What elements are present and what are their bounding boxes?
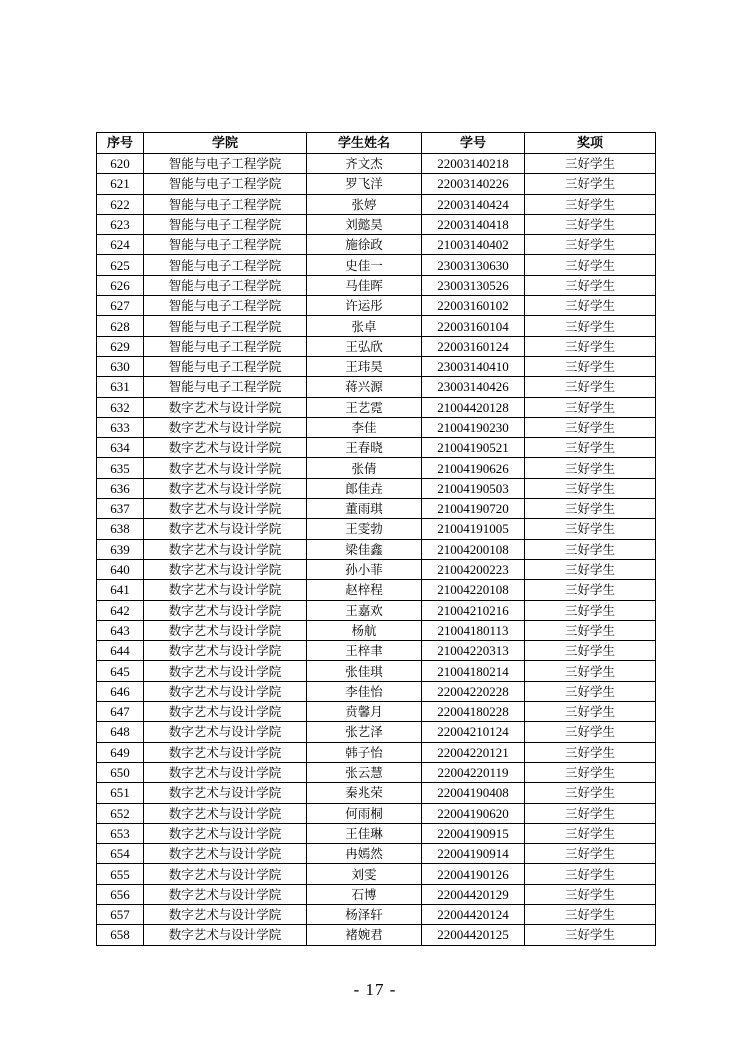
student-name-cell: 许运彤 — [307, 296, 422, 316]
student-name-cell: 王佳琳 — [307, 823, 422, 843]
serial-number-cell: 638 — [97, 519, 144, 539]
student-id-cell: 21004220313 — [422, 641, 525, 661]
college-cell: 数字艺术与设计学院 — [144, 478, 307, 498]
table-row — [97, 194, 656, 214]
table-row — [97, 397, 656, 417]
college-cell: 智能与电子工程学院 — [144, 296, 307, 316]
student-name-cell: 张婷 — [307, 194, 422, 214]
college-cell: 智能与电子工程学院 — [144, 377, 307, 397]
award-cell: 三好学生 — [525, 702, 656, 722]
student-id-cell: 21004180113 — [422, 620, 525, 640]
award-cell: 三好学生 — [525, 235, 656, 255]
college-cell: 智能与电子工程学院 — [144, 174, 307, 194]
student-name-cell: 冉嫣然 — [307, 844, 422, 864]
student-id-cell: 21004190626 — [422, 458, 525, 478]
award-cell: 三好学生 — [525, 214, 656, 234]
serial-number-cell: 649 — [97, 742, 144, 762]
student-name-cell: 齐文杰 — [307, 154, 422, 174]
student-name-cell: 韩子怡 — [307, 742, 422, 762]
student-name-cell: 李佳 — [307, 417, 422, 437]
table-row — [97, 336, 656, 356]
college-cell: 数字艺术与设计学院 — [144, 722, 307, 742]
award-cell: 三好学生 — [525, 174, 656, 194]
student-name-cell: 王雯勃 — [307, 519, 422, 539]
student-name-cell: 张卓 — [307, 316, 422, 336]
award-cell: 三好学生 — [525, 296, 656, 316]
serial-number-cell: 650 — [97, 762, 144, 782]
serial-number-cell: 620 — [97, 154, 144, 174]
award-cell: 三好学生 — [525, 742, 656, 762]
serial-number-cell: 655 — [97, 864, 144, 884]
student-name-cell: 张艺泽 — [307, 722, 422, 742]
award-cell: 三好学生 — [525, 194, 656, 214]
college-cell: 数字艺术与设计学院 — [144, 458, 307, 478]
college-cell: 数字艺术与设计学院 — [144, 397, 307, 417]
student-name-cell: 杨航 — [307, 620, 422, 640]
serial-number-cell: 628 — [97, 316, 144, 336]
award-cell: 三好学生 — [525, 580, 656, 600]
student-name-cell: 刘懿昊 — [307, 214, 422, 234]
student-name-cell: 何雨桐 — [307, 803, 422, 823]
student-id-cell: 22004190620 — [422, 803, 525, 823]
college-cell: 智能与电子工程学院 — [144, 194, 307, 214]
table-row — [97, 925, 656, 945]
table-row — [97, 316, 656, 336]
serial-number-cell: 640 — [97, 559, 144, 579]
student-id-cell: 22004190126 — [422, 864, 525, 884]
student-name-cell: 李佳怡 — [307, 681, 422, 701]
student-id-cell: 22003140218 — [422, 154, 525, 174]
student-id-cell: 23003140426 — [422, 377, 525, 397]
award-cell: 三好学生 — [525, 377, 656, 397]
header-serial-number: 序号 — [97, 133, 144, 154]
student-id-cell: 22003140424 — [422, 194, 525, 214]
award-cell: 三好学生 — [525, 417, 656, 437]
college-cell: 智能与电子工程学院 — [144, 154, 307, 174]
student-id-cell: 22004220121 — [422, 742, 525, 762]
serial-number-cell: 626 — [97, 275, 144, 295]
table-row — [97, 377, 656, 397]
award-cell: 三好学生 — [525, 722, 656, 742]
college-cell: 智能与电子工程学院 — [144, 255, 307, 275]
student-name-cell: 石博 — [307, 884, 422, 904]
student-name-cell: 秦兆荣 — [307, 783, 422, 803]
student-id-cell: 21004200108 — [422, 539, 525, 559]
serial-number-cell: 627 — [97, 296, 144, 316]
college-cell: 数字艺术与设计学院 — [144, 661, 307, 681]
student-name-cell: 王玮昊 — [307, 356, 422, 376]
student-name-cell: 史佳一 — [307, 255, 422, 275]
college-cell: 智能与电子工程学院 — [144, 275, 307, 295]
award-cell: 三好学生 — [525, 316, 656, 336]
serial-number-cell: 644 — [97, 641, 144, 661]
table-body — [97, 154, 656, 946]
table-row — [97, 174, 656, 194]
award-cell: 三好学生 — [525, 356, 656, 376]
student-id-cell: 23003130526 — [422, 275, 525, 295]
table-header — [97, 133, 656, 154]
student-id-cell: 21004210216 — [422, 600, 525, 620]
serial-number-cell: 657 — [97, 904, 144, 924]
table-row — [97, 722, 656, 742]
student-id-cell: 23003130630 — [422, 255, 525, 275]
college-cell: 数字艺术与设计学院 — [144, 844, 307, 864]
serial-number-cell: 653 — [97, 823, 144, 843]
college-cell: 数字艺术与设计学院 — [144, 620, 307, 640]
award-cell: 三好学生 — [525, 904, 656, 924]
award-cell: 三好学生 — [525, 681, 656, 701]
serial-number-cell: 643 — [97, 620, 144, 640]
table-row — [97, 702, 656, 722]
college-cell: 数字艺术与设计学院 — [144, 417, 307, 437]
student-id-cell: 22003160124 — [422, 336, 525, 356]
serial-number-cell: 648 — [97, 722, 144, 742]
serial-number-cell: 635 — [97, 458, 144, 478]
student-id-cell: 21004200223 — [422, 559, 525, 579]
table-row — [97, 539, 656, 559]
student-id-cell: 21004420128 — [422, 397, 525, 417]
table-row — [97, 458, 656, 478]
table-row — [97, 478, 656, 498]
serial-number-cell: 621 — [97, 174, 144, 194]
table-row — [97, 296, 656, 316]
student-id-cell: 21004180214 — [422, 661, 525, 681]
student-name-cell: 王春晓 — [307, 438, 422, 458]
serial-number-cell: 658 — [97, 925, 144, 945]
header-student-name: 学生姓名 — [307, 133, 422, 154]
serial-number-cell: 656 — [97, 884, 144, 904]
table-row — [97, 417, 656, 437]
student-id-cell: 22003160102 — [422, 296, 525, 316]
award-cell: 三好学生 — [525, 478, 656, 498]
student-name-cell: 王嘉欢 — [307, 600, 422, 620]
table-row — [97, 661, 656, 681]
table-row — [97, 499, 656, 519]
college-cell: 数字艺术与设计学院 — [144, 884, 307, 904]
serial-number-cell: 632 — [97, 397, 144, 417]
table-row — [97, 783, 656, 803]
student-name-cell: 赵梓程 — [307, 580, 422, 600]
student-id-cell: 21003140402 — [422, 235, 525, 255]
table-row — [97, 559, 656, 579]
award-cell: 三好学生 — [525, 539, 656, 559]
student-name-cell: 罗飞洋 — [307, 174, 422, 194]
award-cell: 三好学生 — [525, 255, 656, 275]
award-cell: 三好学生 — [525, 499, 656, 519]
table-row — [97, 762, 656, 782]
award-cell: 三好学生 — [525, 762, 656, 782]
college-cell: 数字艺术与设计学院 — [144, 702, 307, 722]
student-id-cell: 21004191005 — [422, 519, 525, 539]
college-cell: 数字艺术与设计学院 — [144, 580, 307, 600]
student-name-cell: 褚婉君 — [307, 925, 422, 945]
award-cell: 三好学生 — [525, 641, 656, 661]
college-cell: 智能与电子工程学院 — [144, 336, 307, 356]
serial-number-cell: 654 — [97, 844, 144, 864]
table-row — [97, 884, 656, 904]
student-id-cell: 22004190408 — [422, 783, 525, 803]
college-cell: 数字艺术与设计学院 — [144, 783, 307, 803]
college-cell: 数字艺术与设计学院 — [144, 823, 307, 843]
page-number: - 17 - — [353, 980, 397, 999]
award-cell: 三好学生 — [525, 803, 656, 823]
student-name-cell: 张佳琪 — [307, 661, 422, 681]
student-name-cell: 刘雯 — [307, 864, 422, 884]
award-cell: 三好学生 — [525, 154, 656, 174]
serial-number-cell: 639 — [97, 539, 144, 559]
serial-number-cell: 631 — [97, 377, 144, 397]
student-id-cell: 21004190230 — [422, 417, 525, 437]
student-id-cell: 22003160104 — [422, 316, 525, 336]
college-cell: 数字艺术与设计学院 — [144, 803, 307, 823]
college-cell: 数字艺术与设计学院 — [144, 762, 307, 782]
student-id-cell: 21004190503 — [422, 478, 525, 498]
award-cell: 三好学生 — [525, 275, 656, 295]
student-name-cell: 杨泽轩 — [307, 904, 422, 924]
serial-number-cell: 645 — [97, 661, 144, 681]
college-cell: 数字艺术与设计学院 — [144, 864, 307, 884]
table-row — [97, 681, 656, 701]
student-id-cell: 21004220108 — [422, 580, 525, 600]
serial-number-cell: 652 — [97, 803, 144, 823]
college-cell: 数字艺术与设计学院 — [144, 438, 307, 458]
student-id-cell: 22004220119 — [422, 762, 525, 782]
student-id-cell: 22004420125 — [422, 925, 525, 945]
serial-number-cell: 625 — [97, 255, 144, 275]
table-row — [97, 844, 656, 864]
award-cell: 三好学生 — [525, 823, 656, 843]
table-row — [97, 803, 656, 823]
table-row — [97, 438, 656, 458]
serial-number-cell: 636 — [97, 478, 144, 498]
serial-number-cell: 634 — [97, 438, 144, 458]
student-name-cell: 王艺霓 — [307, 397, 422, 417]
table-row — [97, 641, 656, 661]
student-id-cell: 21004190720 — [422, 499, 525, 519]
header-award: 奖项 — [525, 133, 656, 154]
serial-number-cell: 651 — [97, 783, 144, 803]
table-row — [97, 864, 656, 884]
college-cell: 数字艺术与设计学院 — [144, 925, 307, 945]
table-row — [97, 580, 656, 600]
college-cell: 智能与电子工程学院 — [144, 214, 307, 234]
award-cell: 三好学生 — [525, 620, 656, 640]
serial-number-cell: 622 — [97, 194, 144, 214]
student-id-cell: 22003140418 — [422, 214, 525, 234]
serial-number-cell: 629 — [97, 336, 144, 356]
table-row — [97, 823, 656, 843]
header-college: 学院 — [144, 133, 307, 154]
college-cell: 数字艺术与设计学院 — [144, 499, 307, 519]
serial-number-cell: 623 — [97, 214, 144, 234]
college-cell: 数字艺术与设计学院 — [144, 539, 307, 559]
award-cell: 三好学生 — [525, 519, 656, 539]
table-row — [97, 620, 656, 640]
college-cell: 数字艺术与设计学院 — [144, 681, 307, 701]
award-cell: 三好学生 — [525, 844, 656, 864]
table-row — [97, 154, 656, 174]
award-cell: 三好学生 — [525, 884, 656, 904]
award-cell: 三好学生 — [525, 559, 656, 579]
student-name-cell: 孙小菲 — [307, 559, 422, 579]
student-id-cell: 22004420124 — [422, 904, 525, 924]
award-cell: 三好学生 — [525, 336, 656, 356]
serial-number-cell: 647 — [97, 702, 144, 722]
award-cell: 三好学生 — [525, 864, 656, 884]
student-id-cell: 21004190521 — [422, 438, 525, 458]
student-name-cell: 马佳晖 — [307, 275, 422, 295]
college-cell: 数字艺术与设计学院 — [144, 641, 307, 661]
serial-number-cell: 630 — [97, 356, 144, 376]
table-row — [97, 275, 656, 295]
table-row — [97, 356, 656, 376]
student-name-cell: 张倩 — [307, 458, 422, 478]
award-cell: 三好学生 — [525, 397, 656, 417]
serial-number-cell: 624 — [97, 235, 144, 255]
table-row — [97, 235, 656, 255]
student-id-cell: 22004190915 — [422, 823, 525, 843]
award-cell: 三好学生 — [525, 783, 656, 803]
student-name-cell: 贲馨月 — [307, 702, 422, 722]
table-row — [97, 600, 656, 620]
award-cell: 三好学生 — [525, 438, 656, 458]
student-id-cell: 22004190914 — [422, 844, 525, 864]
serial-number-cell: 642 — [97, 600, 144, 620]
serial-number-cell: 633 — [97, 417, 144, 437]
college-cell: 智能与电子工程学院 — [144, 356, 307, 376]
award-cell: 三好学生 — [525, 925, 656, 945]
student-id-cell: 23003140410 — [422, 356, 525, 376]
student-id-cell: 22004210124 — [422, 722, 525, 742]
student-name-cell: 施徐政 — [307, 235, 422, 255]
award-cell: 三好学生 — [525, 600, 656, 620]
college-cell: 数字艺术与设计学院 — [144, 904, 307, 924]
award-cell: 三好学生 — [525, 661, 656, 681]
student-name-cell: 梁佳鑫 — [307, 539, 422, 559]
college-cell: 数字艺术与设计学院 — [144, 519, 307, 539]
student-name-cell: 蒋兴源 — [307, 377, 422, 397]
serial-number-cell: 646 — [97, 681, 144, 701]
table-row — [97, 214, 656, 234]
student-name-cell: 董雨琪 — [307, 499, 422, 519]
header-row — [97, 133, 656, 154]
student-id-cell: 22004420129 — [422, 884, 525, 904]
college-cell: 智能与电子工程学院 — [144, 235, 307, 255]
student-name-cell: 王梓聿 — [307, 641, 422, 661]
award-cell: 三好学生 — [525, 458, 656, 478]
college-cell: 数字艺术与设计学院 — [144, 742, 307, 762]
header-student-id: 学号 — [422, 133, 525, 154]
serial-number-cell: 637 — [97, 499, 144, 519]
awards-table — [96, 132, 656, 946]
table-row — [97, 519, 656, 539]
serial-number-cell: 641 — [97, 580, 144, 600]
table-row — [97, 255, 656, 275]
student-name-cell: 张云慧 — [307, 762, 422, 782]
table-row — [97, 904, 656, 924]
student-name-cell: 郎佳垚 — [307, 478, 422, 498]
student-id-cell: 22003140226 — [422, 174, 525, 194]
college-cell: 数字艺术与设计学院 — [144, 559, 307, 579]
student-name-cell: 王弘欣 — [307, 336, 422, 356]
student-id-cell: 22004180228 — [422, 702, 525, 722]
table-row — [97, 742, 656, 762]
college-cell: 智能与电子工程学院 — [144, 316, 307, 336]
student-id-cell: 22004220228 — [422, 681, 525, 701]
college-cell: 数字艺术与设计学院 — [144, 600, 307, 620]
